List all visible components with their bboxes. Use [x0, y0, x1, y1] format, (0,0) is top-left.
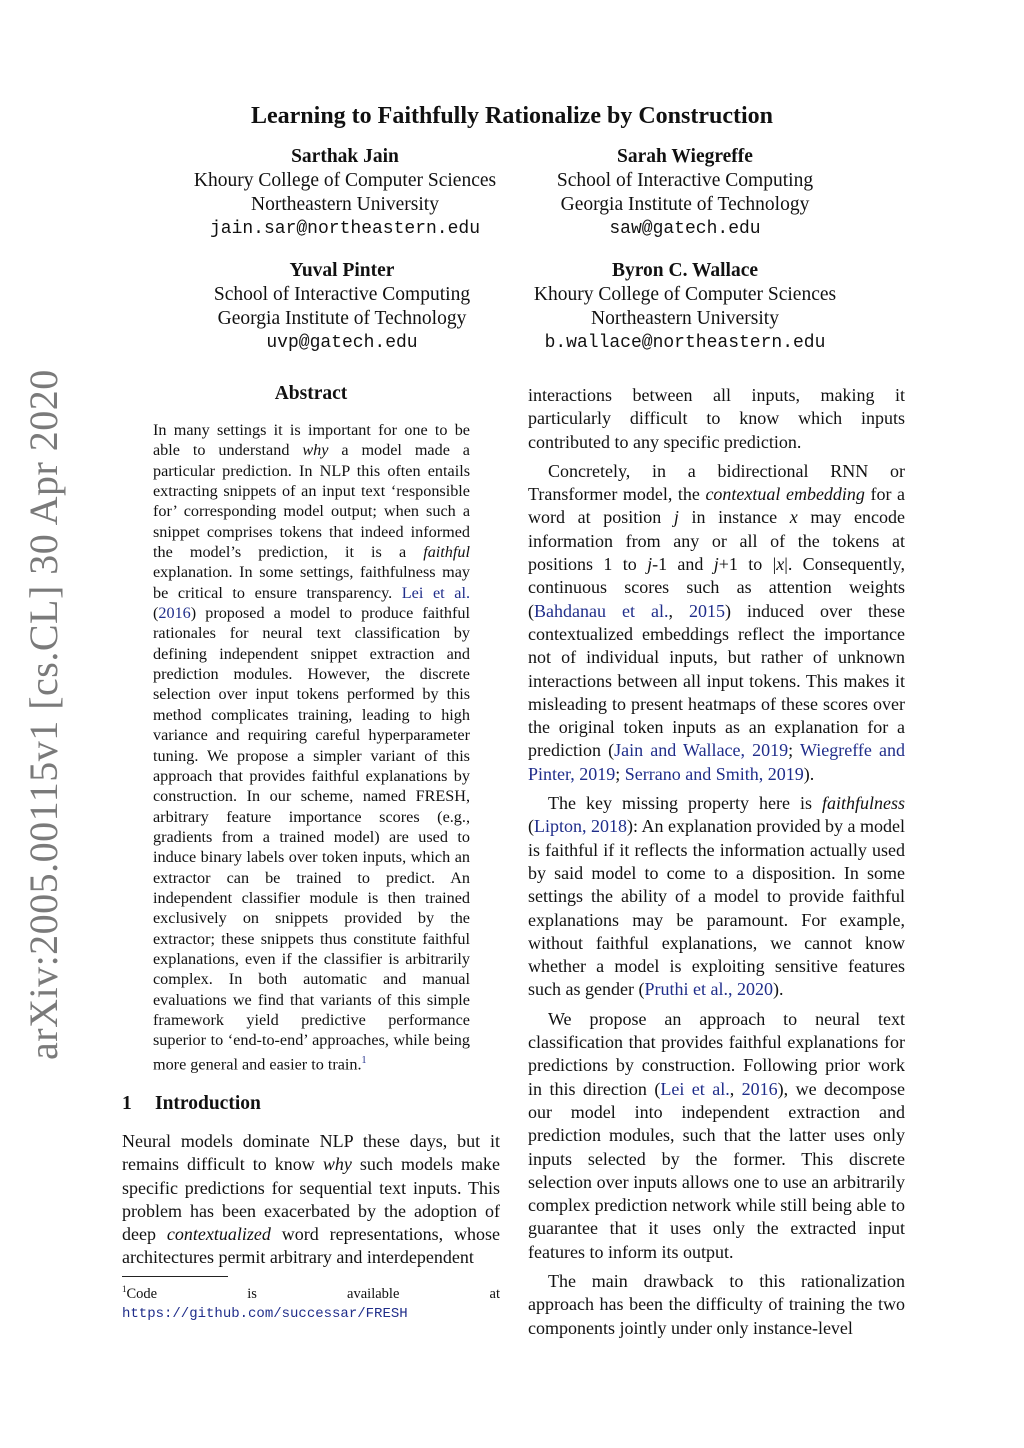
abstract-body [153, 420, 470, 1074]
text-run: Neural models dominate NLP these days, but it remains difficult to know [122, 1131, 500, 1175]
author-name: Yuval Pinter [289, 260, 395, 281]
paper-title: Learning to Faithfully Rationalize by Construction [250, 103, 773, 129]
text-run: in instance [678, 507, 790, 528]
author-affiliation: Khoury College of Computer Sciences [533, 284, 837, 305]
text-run: In many settings it is important for one to be able to understand [153, 421, 470, 460]
citation-link[interactable]: Wiegreffe and Pinter, 2019 [528, 740, 905, 784]
author-email[interactable]: uvp@gatech.edu [266, 333, 418, 353]
citation-link[interactable]: Jain and Wallace, 2019 [614, 740, 789, 761]
footnote-marker: 1 [122, 1284, 127, 1294]
author-block [172, 259, 512, 355]
text-run: We propose an approach to neural text classification that provides faithful explanations for predictions by construction. Following prior work in this direction ( [528, 1008, 905, 1099]
author-block [515, 145, 855, 241]
text-run: for a word at position [528, 484, 905, 528]
author-name: Byron C. Wallace [611, 260, 759, 281]
author-institution: Northeastern University [251, 194, 439, 215]
paragraph [528, 792, 905, 1002]
author-affiliation: School of Interactive Computing [213, 284, 471, 305]
author-affiliation: Khoury College of Computer Sciences [193, 170, 497, 191]
math-var: j [713, 554, 719, 575]
author-name: Sarah Wiegreffe [617, 146, 753, 167]
text-run: , [729, 1078, 742, 1099]
citation-link[interactable]: 2016 [741, 1078, 778, 1099]
section-title: Introduction [155, 1093, 261, 1114]
text-run: ). [803, 763, 815, 784]
text-run: Concretely, in a bidirectional RNN or Transformer model, the [528, 460, 905, 505]
citation-link[interactable]: Lei et al. [401, 583, 470, 602]
text-run: proposed a model to produce faithful rationales for neural text classification by defining independent snippet extraction and prediction modules. However, the discrete selection over input tokens performed by this method complicates training, leading to high variance and requiring careful hyperparameter tuning. We propose a simpler variant of this approach that provides faithful explanations by construction. In our scheme, named FRESH, arbitrary feature importance scores (e.g., gradients from a trained model) are used to induce binary labels over token inputs, which an extractor can be trained to predict. An independent classifier module is then trained exclusively on snippets provided by the extractor; these snippets thus constitute faithful explanations, even if the classifier is arbitrarily complex. In both automatic and manual evaluations we find that variants of this simple framework yield predictive performance superior to ‘end-to-end’ approaches, while being more general and easier to train. [153, 604, 470, 1074]
math-var: x [776, 554, 785, 575]
text-run: may encode information from any or all of the tokens at positions 1 to [528, 507, 905, 575]
math-var: j [647, 554, 653, 575]
text-run: ) induced over these contextualized embeddings reflect the importance not of individual inputs, but rather of unknown interactions between all input tokens. This makes it misleading to present heatmaps of these scores over the original token inputs as an explanation for a prediction ( [528, 600, 905, 761]
text-run: ( [153, 604, 159, 623]
emphasis: why [322, 1154, 352, 1175]
citation-link[interactable]: Lei et al. [660, 1078, 730, 1099]
author-block [515, 259, 855, 355]
math-var: j [673, 507, 679, 528]
citation-link[interactable]: Bahdanau et al. [534, 600, 669, 621]
author-institution: Northeastern University [591, 308, 779, 329]
section-heading [122, 1093, 261, 1115]
emphasis: faithfulness [821, 793, 905, 814]
math-var: x [789, 507, 798, 528]
text-run: ( [528, 816, 534, 837]
text-run: +1 to | [718, 554, 777, 575]
text-run: ): An explanation provided by a model is faithful if it reflects the information actually used by said model to come to a disposition. In some settings the ability of a model to provide faithful explanations may be paramount. For example, without faithful explanations, we cannot know whether a model is exploiting sensitive features such as gender ( [528, 816, 906, 1000]
text-run: -1 and [652, 554, 714, 575]
text-run: The key missing property here is [548, 793, 822, 814]
author-email[interactable]: b.wallace@northeastern.edu [544, 333, 826, 353]
section-number: 1 [122, 1093, 132, 1114]
text-run: ). [772, 979, 784, 1000]
author-institution: Georgia Institute of Technology [560, 194, 810, 215]
footnote [122, 1280, 500, 1324]
arxiv-side-stamp: arXiv:2005.00115v1 [cs.CL] 30 Apr 2020 [21, 369, 66, 1060]
text-run: ), we decompose our model into independent extraction and prediction modules, such that the latter uses only inputs selected by the former. This discrete selection over inputs allows one to use an arbitrarily complex prediction network while still being able to guarantee that it uses only the extracted input features to inform its output. [528, 1078, 906, 1262]
text-run: explanation. In some settings, faithfulness may be critical to ensure transparency. [153, 563, 470, 602]
footnote-marker[interactable]: 1 [361, 1054, 367, 1066]
footnote-divider [122, 1276, 228, 1277]
emphasis: faithful [423, 543, 470, 562]
text-run: ; [788, 740, 800, 761]
citation-link[interactable]: Serrano and Smith, 2019 [624, 763, 804, 784]
emphasis: contextual embedding [705, 484, 865, 505]
citation-link[interactable]: Pruthi et al., 2020 [644, 979, 773, 1000]
text-run: ; [615, 763, 625, 784]
abstract-heading: Abstract [274, 383, 348, 404]
emphasis: contextualized [166, 1224, 271, 1245]
text-run: word representations, whose architectures permit arbitrary and interdependent [122, 1224, 500, 1268]
footnote-text: Code is available at [126, 1285, 500, 1302]
author-name: Sarthak Jain [291, 146, 399, 167]
author-email[interactable]: jain.sar@northeastern.edu [209, 219, 481, 239]
paragraph: interactions between all inputs, making it particularly difficult to know which inputs contributed to any specific prediction. [528, 385, 905, 452]
text-run: |. Consequently, continuous scores such as attention weights ( [528, 554, 906, 621]
citation-link[interactable]: Lipton, 2018 [534, 816, 628, 837]
right-column [528, 384, 905, 1346]
code-url-link[interactable]: https://github.com/successar/FRESH [122, 1305, 408, 1322]
text-run: , [668, 600, 689, 621]
paragraph [528, 460, 905, 786]
citation-link[interactable]: 2016 [158, 604, 191, 623]
citation-link[interactable]: 2015 [689, 600, 725, 621]
intro-paragraph [122, 1130, 500, 1270]
text-run: such models make specific predictions for sequential text inputs. This problem has been exacerbated by the adoption of deep [122, 1154, 500, 1245]
author-block [175, 145, 515, 241]
emphasis: why [302, 441, 329, 460]
text-run: ) [190, 604, 197, 623]
author-affiliation: School of Interactive Computing [556, 170, 814, 191]
text-run: a model made a particular prediction. In NLP this often entails extracting snippets of an input text ‘responsible for’ corresponding model output; when such a snippet comprises tokens that indeed informed the model’s prediction, it is a [153, 441, 470, 562]
author-institution: Georgia Institute of Technology [217, 308, 467, 329]
paragraph [528, 1008, 905, 1264]
paragraph: The main drawback to this rationalization approach has been the difficulty of training the two components jointly under only instance-level [528, 1270, 905, 1338]
author-email[interactable]: saw@gatech.edu [609, 219, 761, 239]
